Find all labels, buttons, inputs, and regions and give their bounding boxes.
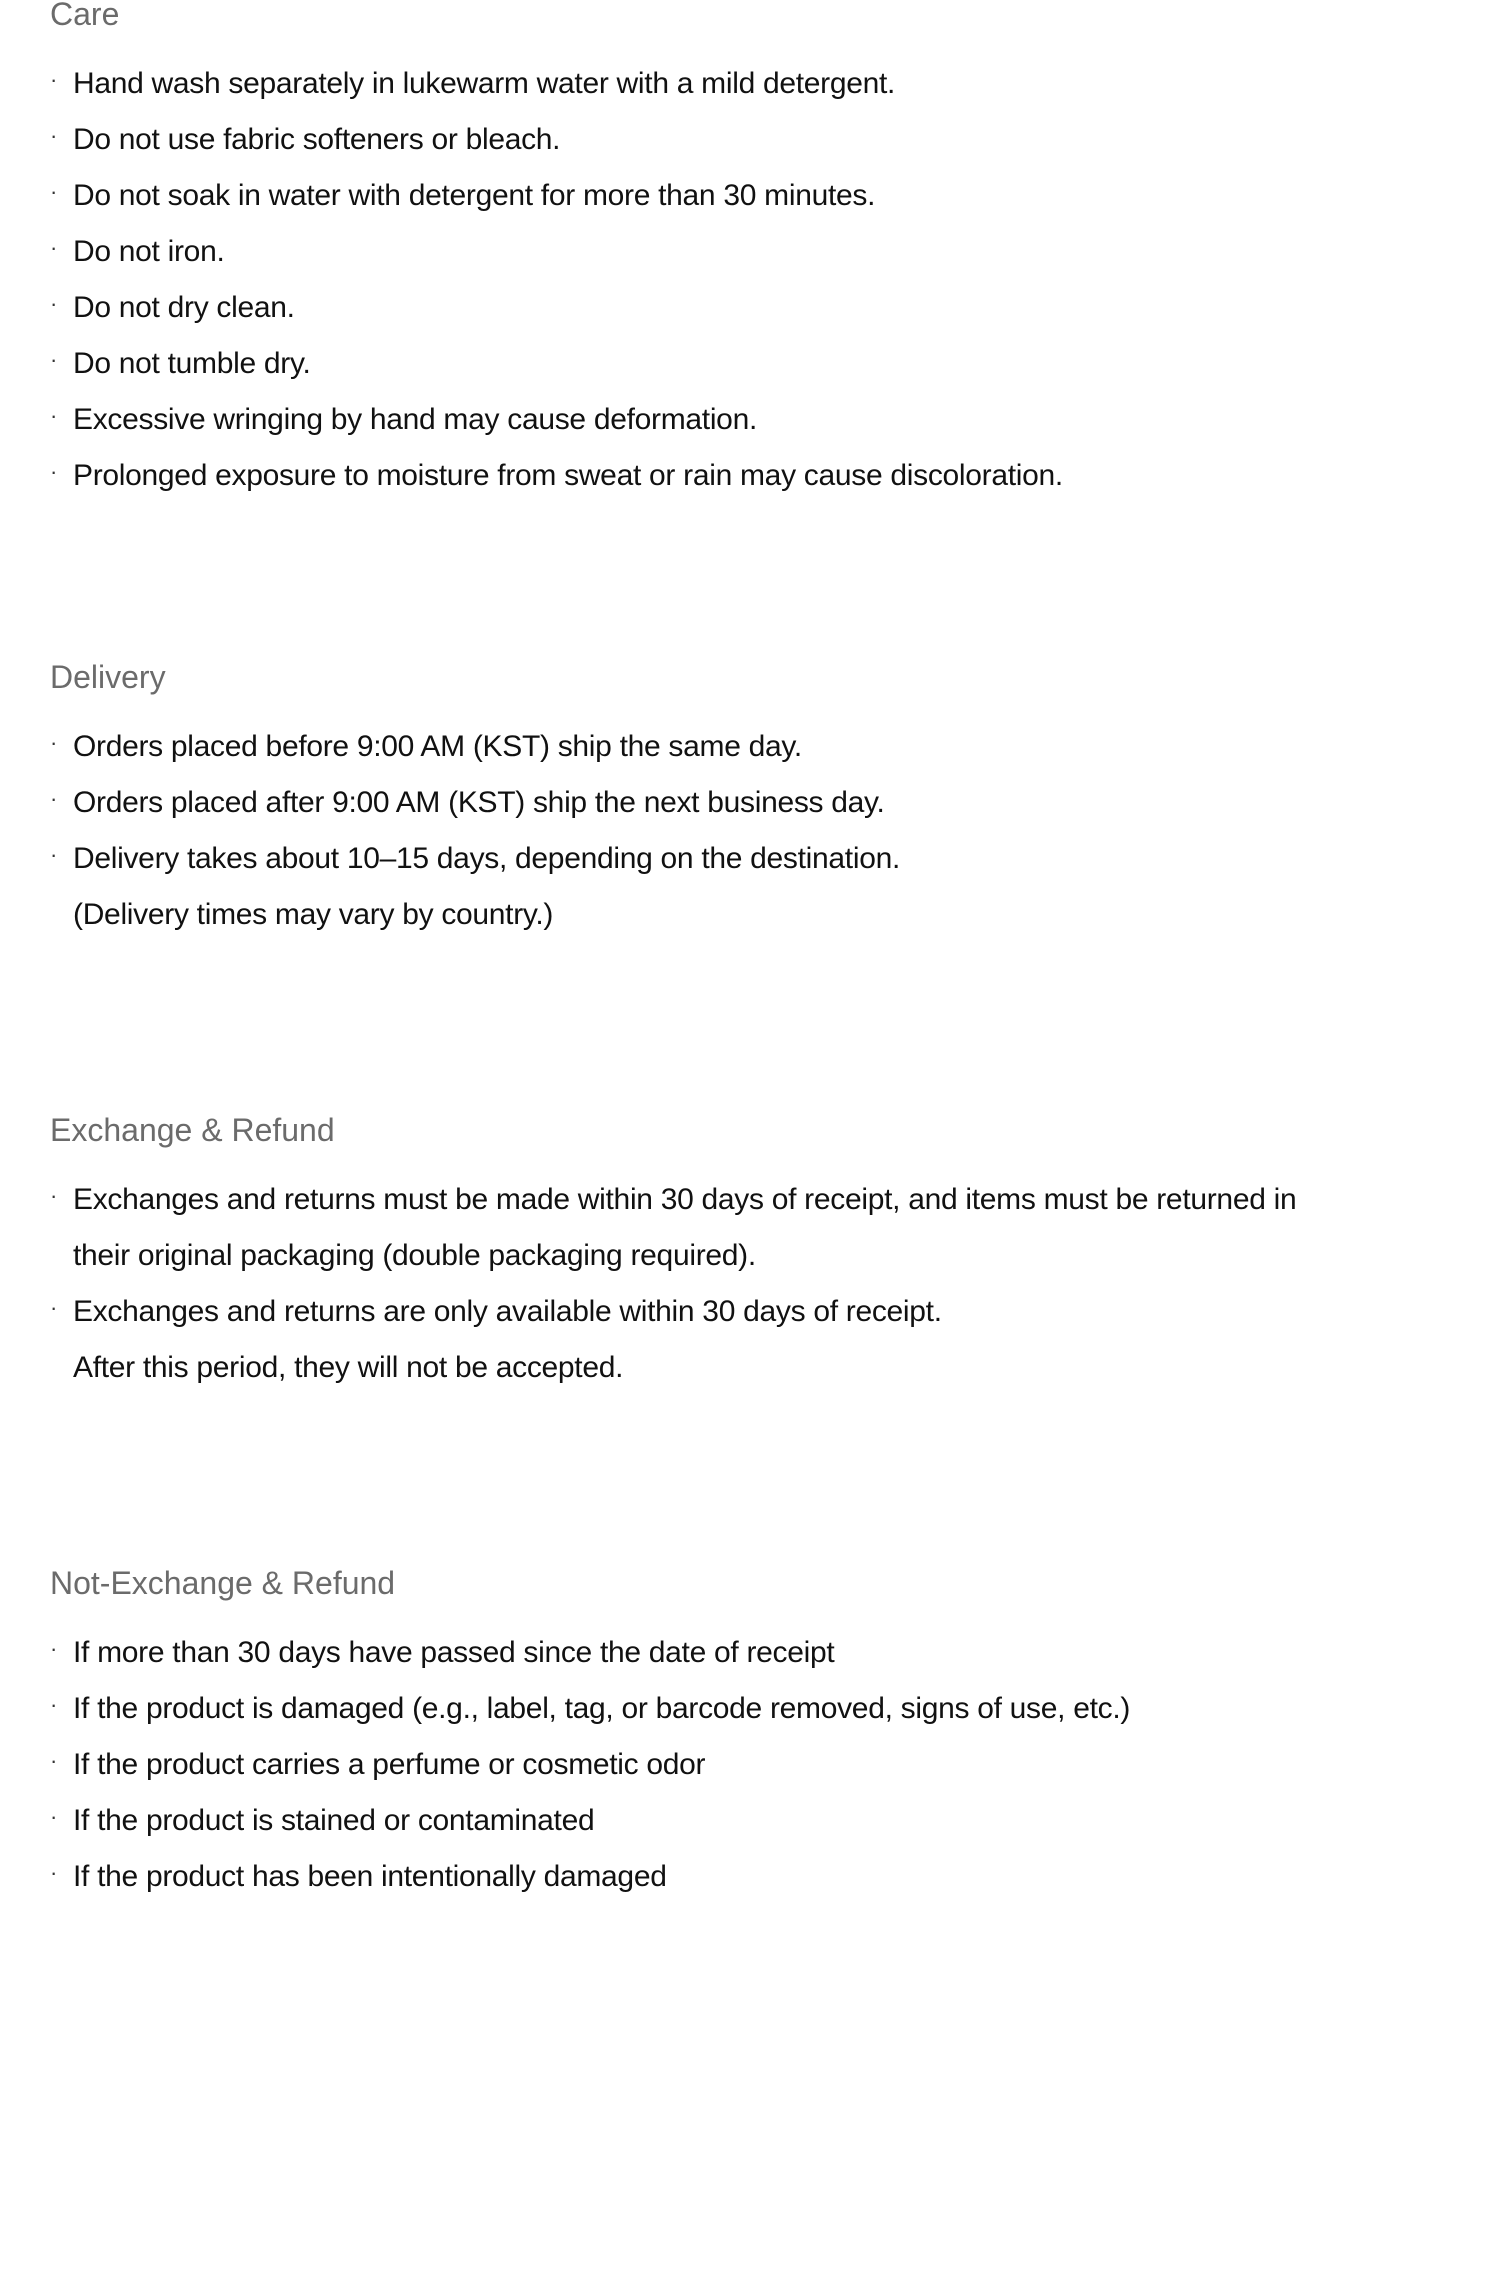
delivery-section xyxy=(50,657,1470,943)
not-exchange-refund-section xyxy=(50,1563,1470,1905)
bullet-dot-icon: · xyxy=(50,1636,58,1661)
list-item: · Do not dry clean. xyxy=(50,280,1470,336)
bullet-dot-icon: · xyxy=(50,1804,58,1829)
list-item: · Do not iron. xyxy=(50,224,1470,280)
bullet-dot-icon: · xyxy=(50,67,58,92)
bullet-dot-icon: · xyxy=(50,730,58,755)
not-exchange-refund-heading: Not-Exchange & Refund xyxy=(50,1565,396,1601)
exchange-refund-section xyxy=(50,1110,1470,1396)
bullet-dot-icon: · xyxy=(50,1860,58,1885)
list-item: · Orders placed before 9:00 AM (KST) ship the same day. xyxy=(50,719,1470,775)
bullet-dot-icon: · xyxy=(50,1183,58,1208)
delivery-list xyxy=(50,719,1470,943)
care-heading: Care xyxy=(50,0,120,32)
list-item: · If more than 30 days have passed since the date of receipt xyxy=(50,1625,1470,1681)
care-list xyxy=(50,56,1470,504)
list-item: · If the product is damaged (e.g., label, tag, or barcode removed, signs of use, etc.) xyxy=(50,1681,1470,1737)
list-item: · If the product carries a perfume or cosmetic odor xyxy=(50,1737,1470,1793)
list-item: · Delivery takes about 10–15 days, depending on the destination. (Delivery times may vary by country.) xyxy=(50,831,1470,943)
bullet-dot-icon: · xyxy=(50,842,58,867)
list-item: · If the product is stained or contaminated xyxy=(50,1793,1470,1849)
bullet-dot-icon: · xyxy=(50,179,58,204)
list-item: · Prolonged exposure to moisture from sweat or rain may cause discoloration. xyxy=(50,448,1470,504)
care-section xyxy=(50,0,1470,504)
bullet-dot-icon: · xyxy=(50,235,58,260)
bullet-dot-icon: · xyxy=(50,459,58,484)
exchange-refund-list xyxy=(50,1172,1470,1396)
list-item: · Do not soak in water with detergent for more than 30 minutes. xyxy=(50,168,1470,224)
bullet-dot-icon: · xyxy=(50,347,58,372)
bullet-dot-icon: · xyxy=(50,1692,58,1717)
not-exchange-refund-list xyxy=(50,1625,1470,1905)
list-item: · Exchanges and returns are only available within 30 days of receipt. After this period, they will not be accepted. xyxy=(50,1284,1470,1396)
list-item: · If the product has been intentionally damaged xyxy=(50,1849,1470,1905)
delivery-heading: Delivery xyxy=(50,659,166,695)
list-item: · Hand wash separately in lukewarm water with a mild detergent. xyxy=(50,56,1470,112)
bullet-dot-icon: · xyxy=(50,1295,58,1320)
bullet-dot-icon: · xyxy=(50,123,58,148)
list-item: · Excessive wringing by hand may cause deformation. xyxy=(50,392,1470,448)
list-item: · Orders placed after 9:00 AM (KST) ship the next business day. xyxy=(50,775,1470,831)
bullet-dot-icon: · xyxy=(50,291,58,316)
bullet-dot-icon: · xyxy=(50,786,58,811)
list-item: · Do not use fabric softeners or bleach. xyxy=(50,112,1470,168)
bullet-dot-icon: · xyxy=(50,403,58,428)
list-item: · Exchanges and returns must be made within 30 days of receipt, and items must be returned in their original packaging (double packaging required). xyxy=(50,1172,1470,1284)
list-item: · Do not tumble dry. xyxy=(50,336,1470,392)
exchange-refund-heading: Exchange & Refund xyxy=(50,1112,335,1148)
bullet-dot-icon: · xyxy=(50,1748,58,1773)
